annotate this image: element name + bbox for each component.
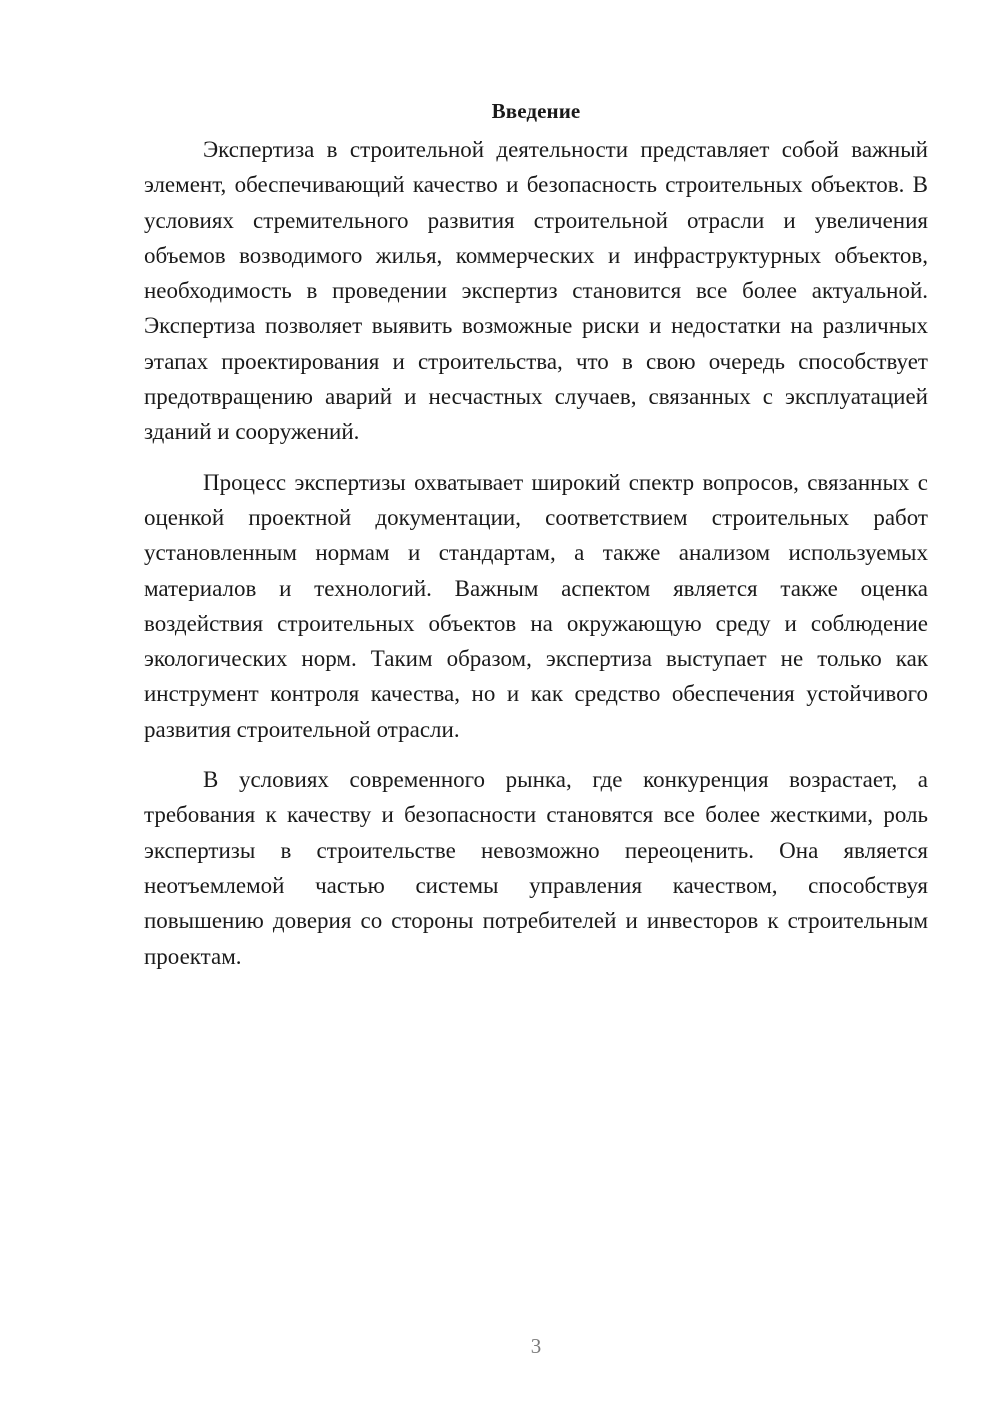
paragraph-1: Экспертиза в строительной деятельности представляет собой важный элемент, обеспечивающий качество и безопасность строительных объектов. В условиях стремительного развития строительной отрасли и увеличения объемов возводимого жилья, коммерческих и инфраструктурных объектов, необходимость в проведении экспертиз становится все более актуальной. Экспертиза позволяет выявить возможные риски и недостатки на различных этапах проектирования и строительства, что в свою очередь способствует предотвращению аварий и несчастных случаев, связанных с эксплуатацией зданий и сооружений. <box>144 137 928 445</box>
paragraph-2: Процесс экспертизы охватывает широкий спектр вопросов, связанных с оценкой проектной документации, соответствием строительных работ установленным нормам и стандартам, а также анализом используемых материалов и технологий. Важным аспектом является также оценка воздействия строительных объектов на окружающую среду и соблюдение экологических норм. Таким образом, экспертиза выступает не только как инструмент контроля качества, но и как средство обеспечения устойчивого развития строительной отрасли. <box>144 469 928 742</box>
page-number: 3 <box>530 1334 542 1358</box>
paragraph-3: В условиях современного рынка, где конкуренция возрастает, а требования к качеству и безопасности становятся все более жесткими, роль экспертизы в строительстве невозможно переоценить. Она является неотъемлемой частью системы управления качеством, способствуя повышению доверия со стороны потребителей и инвесторов к строительным проектам. <box>144 767 928 969</box>
page-content <box>144 96 928 989</box>
section-title: Введение <box>491 99 581 123</box>
